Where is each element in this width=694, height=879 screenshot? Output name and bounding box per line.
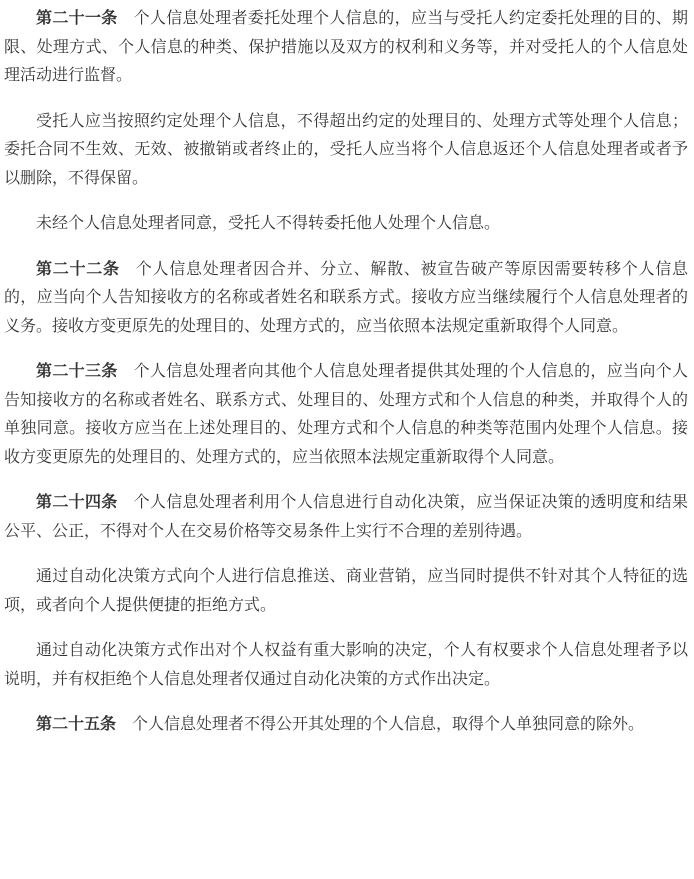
paragraph-text: 未经个人信息处理者同意，受托人不得转委托他人处理个人信息。 xyxy=(36,213,501,232)
article-number: 第二十一条 xyxy=(36,8,118,27)
paragraph-article-24-clause-3 xyxy=(4,636,688,693)
paragraph-article-25 xyxy=(4,710,688,739)
paragraph-text: 通过自动化决策方式向个人进行信息推送、商业营销，应当同时提供不针对其个人特征的选项，或者向个人提供便捷的拒绝方式。 xyxy=(4,566,688,614)
paragraph-article-23 xyxy=(4,357,688,471)
article-number: 第二十五条 xyxy=(36,714,117,733)
paragraph-text: 个人信息处理者委托处理个人信息的，应当与受托人约定委托处理的目的、期限、处理方式、个人信息的种类、保护措施以及双方的权利和义务等，并对受托人的个人信息处理活动进行监督。 xyxy=(4,8,688,84)
paragraph-article-22 xyxy=(4,255,688,341)
paragraph-text: 个人信息处理者不得公开其处理的个人信息，取得个人单独同意的除外。 xyxy=(132,714,645,733)
paragraph-article-24-clause-2 xyxy=(4,562,688,619)
paragraph-text: 通过自动化决策方式作出对个人权益有重大影响的决定，个人有权要求个人信息处理者予以说明，并有权拒绝个人信息处理者仅通过自动化决策的方式作出决定。 xyxy=(4,640,688,688)
article-number: 第二十二条 xyxy=(36,258,120,278)
paragraph-article-24 xyxy=(4,488,688,545)
paragraph-text: 个人信息处理者因合并、分立、解散、被宣告破产等原因需要转移个人信息的，应当向个人告知接收方的名称或者姓名和联系方式。接收方应当继续履行个人信息处理者的义务。接收方变更原先的处理目的、处理方式的，应当依照本法规定重新取得个人同意。 xyxy=(4,258,688,335)
article-number: 第二十三条 xyxy=(36,361,118,380)
paragraph-text: 个人信息处理者向其他个人信息处理者提供其处理的个人信息的，应当向个人告知接收方的名称或者姓名、联系方式、处理目的、处理方式和个人信息的种类，并取得个人的单独同意。接收方应当在上述处理目的、处理方式和个人信息的种类等范围内处理个人信息。接收方变更原先的处理目的、处理方式的，应当依照本法规定重新取得个人同意。 xyxy=(4,361,688,466)
paragraph-article-21 xyxy=(4,0,688,90)
paragraph-article-21-clause-3 xyxy=(4,209,688,238)
paragraph-text: 受托人应当按照约定处理个人信息，不得超出约定的处理目的、处理方式等处理个人信息；委托合同不生效、无效、被撤销或者终止的，受托人应当将个人信息返还个人信息处理者或者予以删除，不得保留。 xyxy=(4,110,688,187)
paragraph-text: 个人信息处理者利用个人信息进行自动化决策，应当保证决策的透明度和结果公平、公正，不得对个人在交易价格等交易条件上实行不合理的差别待遇。 xyxy=(4,492,688,540)
article-number: 第二十四条 xyxy=(36,492,118,511)
paragraph-article-21-clause-2 xyxy=(4,107,688,193)
